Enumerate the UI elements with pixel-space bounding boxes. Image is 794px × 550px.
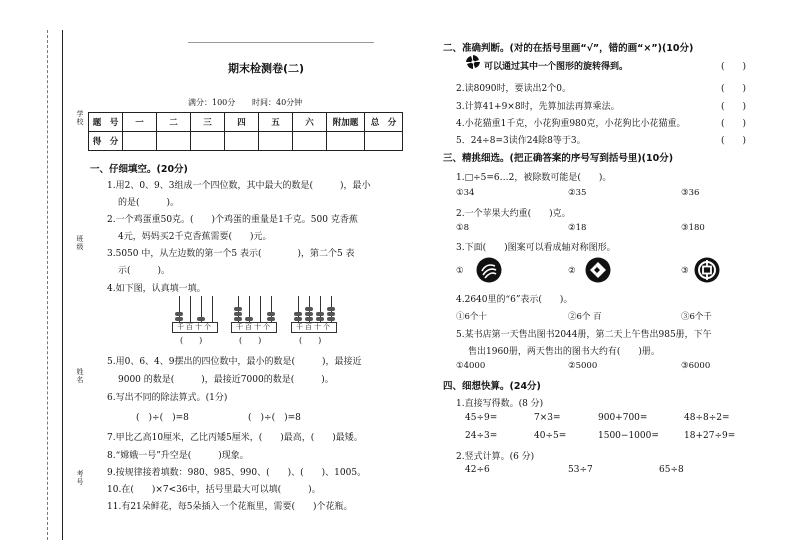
s2-q4: 4.小花猫重1千克，小花狗重980克，小花狗比小花猫重。 [456, 119, 686, 129]
abacus-3-answer[interactable]: ( ) [299, 336, 322, 345]
score-header-cell: 五 [259, 113, 293, 132]
margin-label-class: 班级 [76, 235, 84, 251]
score-header-cell: 一 [123, 113, 157, 132]
score-cell[interactable] [293, 132, 327, 151]
score-cell[interactable] [191, 132, 225, 151]
score-header-cell: 四 [225, 113, 259, 132]
abacus-2 [231, 297, 277, 333]
abacus-1-answer[interactable]: ( ) [180, 336, 203, 345]
bank-of-china-logo-icon [694, 257, 720, 283]
s2-q5-answer[interactable]: ( ) [721, 136, 747, 146]
s2-q1-answer[interactable]: ( ) [721, 62, 747, 72]
s1-q7: 7.甲比乙高10厘米，乙比丙矮5厘米，( )最高，( )最矮。 [107, 433, 363, 443]
margin-label-school: 学校 [76, 110, 84, 126]
s4-calc: 45÷9= [465, 413, 498, 423]
s4-vertical-calc: 42÷6 [465, 465, 490, 475]
s3-q5-option-2: ②5000 [568, 361, 598, 371]
construction-bank-logo-icon [585, 257, 611, 283]
s2-q4-answer[interactable]: ( ) [721, 119, 747, 129]
abacus-3 [291, 297, 337, 333]
s3-q3: 3.下面( )图案可以看成轴对称图形。 [456, 243, 616, 253]
s3-q5-line2: 售出1960册，两天售出的图书大约有( )册。 [468, 347, 660, 357]
score-cell[interactable] [225, 132, 259, 151]
s4-calc: 1500−1000= [598, 431, 659, 441]
s3-q3-option-3: ③ [681, 266, 689, 276]
s4-calc: 900+700= [598, 413, 648, 423]
binding-dash-line [47, 30, 48, 540]
s1-q5-line1: 5.用0、6、4、9摆出的四位数中，最小的数是( )，最接近 [107, 357, 362, 367]
score-cell[interactable] [365, 132, 403, 151]
margin-label-id: 考号 [76, 470, 84, 486]
s3-q1-option-2: ②35 [568, 188, 587, 198]
abacus-label: 千百十个 [172, 322, 218, 333]
s4-calc: 40÷5= [534, 431, 567, 441]
full-score: 满分：100分 [188, 98, 236, 107]
s1-q1-line2: 的是( )。 [118, 198, 180, 208]
score-header-cell: 六 [293, 113, 327, 132]
s1-q2-line1: 2.一个鸡蛋重50克。( )个鸡蛋的重量是1千克。500 克香蕉 [107, 215, 358, 225]
score-header-cell: 总 分 [365, 113, 403, 132]
margin-label-name: 姓名 [76, 368, 84, 384]
score-table [88, 112, 403, 151]
score-header-cell: 二 [157, 113, 191, 132]
s3-q1-option-3: ③36 [681, 188, 700, 198]
s3-q4-option-2: ②6个 百 [568, 312, 602, 322]
score-header-cell: 附加题 [327, 113, 365, 132]
s1-q4: 4.如下图，认真填一填。 [107, 284, 206, 294]
s3-q1: 1.□÷5=6…2，被除数可能是( )。 [456, 173, 612, 183]
s1-q10: 10.在( )×7<36中，括号里最大可以填( )。 [107, 485, 321, 495]
s1-q3-line1: 3.5050 中，从左边数的第一个5 表示( )，第二个5 表 [107, 249, 355, 259]
s3-q2-option-2: ②18 [568, 223, 587, 233]
score-cell[interactable] [259, 132, 293, 151]
abacus-label: 千百十个 [291, 322, 337, 333]
s1-q6: 6.写出不同的除法算式。(1分) [107, 393, 228, 403]
s3-q2: 2.一个苹果大约重( )克。 [456, 209, 571, 219]
abacus-1 [172, 297, 218, 333]
s2-q3-answer[interactable]: ( ) [721, 102, 747, 112]
s3-q5-option-1: ①4000 [456, 361, 486, 371]
s4-vertical-calc: 65÷8 [659, 465, 684, 475]
abacus-label: 千百十个 [231, 322, 277, 333]
s2-q1: 可以通过其中一个图形的旋转得到。 [484, 62, 629, 72]
s2-q5: 5．24÷8=3读作24除8等于3。 [456, 136, 586, 146]
s3-q4-option-3: ③6个千 [681, 312, 712, 322]
section-1-title: 一、仔细填空。(20分) [90, 164, 188, 175]
page-title: 期末检测卷(二) [228, 62, 305, 75]
s1-q6-expr-1: ( )÷( )=8 [136, 413, 189, 423]
s3-q1-option-1: ①34 [456, 188, 475, 198]
s4-calc: 18+27÷9= [684, 431, 736, 441]
header-rule [188, 42, 374, 43]
s3-q4: 4.2640里的“6”表示( )。 [456, 295, 573, 305]
s1-q2-line2: 4元，妈妈买2千克香蕉需要( )元。 [118, 232, 272, 242]
s2-q3: 3.计算41+9×8时，先算加法再算乘法。 [456, 102, 620, 112]
section-3-title: 三、精挑细选。(把正确答案的序号写到括号里)(10分) [443, 153, 674, 164]
s3-q3-option-2: ② [568, 266, 576, 276]
s4-vertical-calc: 53÷7 [568, 465, 593, 475]
s1-q11: 11.有21朵鲜花，每5朵插入一个花瓶里，需要( )个花瓶。 [107, 502, 353, 512]
china-mobile-logo-icon [476, 257, 502, 283]
s3-q2-option-1: ①8 [456, 223, 470, 233]
score-cell[interactable] [327, 132, 365, 151]
s3-q5-option-3: ③6000 [681, 361, 711, 371]
score-cell[interactable] [123, 132, 157, 151]
s4-q2: 2.竖式计算。(6 分) [456, 452, 535, 462]
s4-calc: 48÷8÷2= [684, 413, 730, 423]
score-header-cell: 三 [191, 113, 225, 132]
s4-q1: 1.直接写得数。(8 分) [456, 399, 544, 409]
section-4-title: 四、细想快算。(24分) [443, 381, 541, 392]
score-header-cell: 题 号 [89, 113, 123, 132]
score-cell[interactable] [157, 132, 191, 151]
s1-q1-line1: 1.用2、0、9、3组成一个四位数，其中最大的数是( )，最小 [107, 181, 371, 191]
score-row-label: 得 分 [89, 132, 123, 151]
exam-time: 时间：40分钟 [252, 98, 303, 107]
s2-q2: 2.读8090时，要读出2个0。 [456, 84, 571, 94]
s1-q5-line2: 9000 的数是( )，最接近7000的数是( )。 [118, 375, 334, 385]
s3-q4-option-1: ①6个十 [456, 312, 487, 322]
s1-q3-line2: 示( )。 [118, 266, 171, 276]
binding-line [62, 30, 63, 540]
s3-q5-line1: 5.某书店第一天售出图书2044册，第二天上午售出985册，下午 [456, 330, 712, 340]
s1-q9: 9.按规律接着填数：980、985、990、( )、( )、1005。 [107, 468, 367, 478]
section-2-title: 二、准确判断。(对的在括号里画“√”，错的画“×”)(10分) [443, 43, 694, 54]
s4-calc: 24÷3= [465, 431, 498, 441]
s4-calc: 7×3= [534, 413, 561, 423]
s1-q8: 8.“嫦娥一号”升空是( )现象。 [107, 451, 249, 461]
s3-q2-option-3: ③180 [681, 223, 705, 233]
s3-q3-option-1: ① [456, 266, 464, 276]
s2-q2-answer[interactable]: ( ) [721, 84, 747, 94]
abacus-2-answer[interactable]: ( ) [239, 336, 262, 345]
pinwheel-icon [465, 54, 481, 70]
s1-q6-expr-2: ( )÷( )=8 [248, 413, 301, 423]
